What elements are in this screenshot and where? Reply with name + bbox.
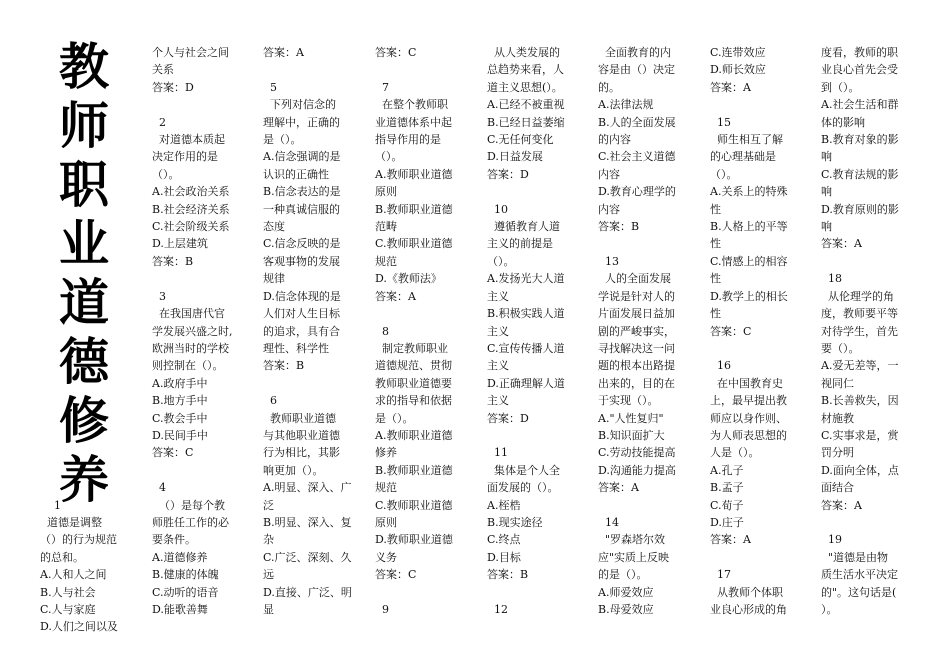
text-line: 答案：C (375, 568, 417, 582)
text-column-2 (152, 44, 256, 618)
text-line: 对道德本质起 (152, 133, 225, 147)
text-line: 一种真诚信服的 (263, 202, 340, 216)
text-line (40, 183, 132, 200)
text-line (40, 96, 132, 113)
title-char: 修 (59, 392, 109, 450)
text-line: D.直接、广泛、明 (263, 585, 352, 599)
text-line (40, 305, 132, 322)
text-line: 11 (487, 446, 508, 460)
text-line: 罚分明 (821, 446, 854, 460)
text-line (152, 462, 256, 479)
text-line: 15 (710, 115, 731, 129)
text-line: A.法律法规 (598, 98, 654, 112)
text-line: 道德规范、贯彻 (375, 359, 452, 373)
text-line: 答案：A (710, 80, 751, 94)
text-line: B.教育对象的影 (821, 133, 899, 147)
text-line: 6 (263, 394, 277, 408)
text-line: D.教育心理学的 (598, 185, 676, 199)
text-line: 面结合 (821, 481, 854, 495)
text-line: D.信念体现的是 (263, 289, 341, 303)
text-line: 材施教 (821, 411, 854, 425)
text-line: 答案：B (263, 359, 305, 373)
text-line: A.社会政治关系 (152, 185, 230, 199)
text-line: 16 (710, 359, 731, 373)
text-line: 答案：C (710, 324, 752, 338)
text-line: C.实事求是，赏 (821, 428, 899, 442)
text-line (40, 288, 132, 305)
text-line: 人的全面发展 (598, 272, 671, 286)
text-line: A.爱无差等，一 (821, 359, 899, 373)
text-line: 遵循教育人道 (487, 220, 560, 234)
text-line (375, 61, 479, 78)
text-line (710, 96, 814, 113)
text-line: 性 (710, 272, 721, 286)
text-line (40, 357, 132, 374)
text-line: 寻找解决这一问 (598, 341, 675, 355)
text-line: A.发扬光大人道 (487, 272, 565, 286)
text-line (40, 375, 132, 392)
text-line (152, 96, 256, 113)
text-line: B.健康的体魄 (152, 568, 219, 582)
text-line (598, 235, 702, 252)
text-line: 关系 (152, 63, 174, 77)
title-char: 道 (59, 274, 109, 332)
text-line (710, 549, 814, 566)
text-line: （）。 (487, 254, 515, 268)
text-line: 下列对信念的 (263, 98, 336, 112)
text-line: A.政府手中 (152, 376, 208, 390)
text-line: 教师职业道德要 (375, 376, 452, 390)
text-line: 义务 (375, 550, 397, 564)
text-line: 学说是针对人的 (598, 289, 675, 303)
text-line: 度，教师要平等 (821, 307, 898, 321)
text-line: （）是每个教 (152, 498, 225, 512)
text-line: D.教学上的相长 (710, 289, 788, 303)
text-line: C.终点 (487, 533, 521, 547)
text-line: 质生活水平决定 (821, 568, 898, 582)
text-line: 规律 (263, 272, 285, 286)
text-line: 剧的严峻事实， (598, 324, 675, 338)
text-line: 性 (710, 307, 721, 321)
text-line: 人们对人生目标 (263, 307, 340, 321)
text-line: 修养 (375, 446, 397, 460)
text-line (375, 584, 479, 601)
text-line: 答案：A (375, 289, 416, 303)
text-line: B.现实途径 (487, 515, 543, 529)
text-line: A.已经不被重视 (487, 98, 565, 112)
text-line: A.人和人之间 (40, 568, 107, 582)
text-line: C.荀子 (710, 498, 744, 512)
text-line: 的内容 (598, 133, 631, 147)
text-line: 对待学生，首先 (821, 324, 898, 338)
text-line: 主义的前提是 (487, 237, 553, 251)
text-line: B.人与社会 (40, 585, 96, 599)
text-line: 从人类发展的 (487, 46, 560, 59)
text-line: D.民间手中 (152, 428, 208, 442)
text-line: 主义 (487, 359, 509, 373)
text-line: 客观事物的发展 (263, 254, 340, 268)
text-line (263, 61, 367, 78)
text-line: D.教师职业道德 (375, 533, 453, 547)
text-line: D.人们之间以及 (40, 620, 118, 634)
text-line: B.人的全面发展 (598, 115, 676, 129)
text-line: A."人性复归" (598, 411, 664, 425)
text-line: 17 (710, 568, 731, 582)
text-line (40, 79, 132, 96)
text-line: A.明显、深入、广 (263, 481, 352, 495)
text-line: 片面发展日益加 (598, 307, 675, 321)
text-line: C.人与家庭 (40, 603, 96, 616)
text-line: 答案：A (598, 481, 639, 495)
text-line: A.教师职业道德 (375, 167, 453, 181)
text-line: 内容 (598, 202, 620, 216)
text-line (40, 462, 132, 479)
text-line: 答案：A (710, 533, 751, 547)
text-line (40, 201, 132, 218)
text-line: C.社会主义道德 (598, 150, 676, 164)
text-line: 人是（）。 (710, 446, 760, 460)
text-line: 答案：C (375, 46, 417, 59)
text-line: （）。 (152, 167, 180, 181)
text-line: 规范 (375, 254, 397, 268)
text-line: 业道德体系中起 (375, 115, 452, 129)
text-line: 则控制在（）。 (152, 359, 224, 373)
text-line: C.连带效应 (710, 46, 766, 59)
text-line: 响 (821, 185, 832, 199)
text-line: A.关系上的特殊 (710, 185, 788, 199)
text-line: 指导作用的是 (375, 133, 441, 147)
text-line: D.教育原则的影 (821, 202, 899, 216)
text-line: C.教育法规的影 (821, 167, 899, 181)
text-line: 答案：A (821, 237, 862, 251)
text-line: 教师职业道德 (263, 411, 336, 425)
text-line: B.孟子 (710, 481, 744, 495)
text-line: 业良心形成的角 (710, 603, 787, 616)
text-line: 显 (263, 603, 274, 616)
text-line: 答案：D (487, 167, 529, 181)
text-line (487, 427, 591, 444)
text-line: 认识的正确性 (263, 167, 329, 181)
text-line: 在整个教师职 (375, 98, 448, 112)
text-line: A.孔子 (710, 463, 744, 477)
text-line: 个人与社会之间 (152, 46, 229, 59)
text-line: 到（）。 (821, 80, 860, 94)
text-line: 制定教师职业 (375, 341, 448, 355)
text-line: 与其他职业道德 (263, 428, 340, 442)
text-line: 响 (821, 150, 832, 164)
text-line: 答案：A (821, 498, 862, 512)
text-line: 总趋势来看，人 (487, 63, 564, 77)
title-char: 教 (59, 38, 109, 96)
text-line: C.教会手中 (152, 411, 208, 425)
text-line (598, 497, 702, 514)
text-line: 12 (487, 603, 508, 616)
text-line: 1 (40, 498, 61, 512)
text-line: 是（）。 (375, 411, 414, 425)
text-line: B.已经日益萎缩 (487, 115, 565, 129)
text-line (40, 61, 132, 78)
text-line: 师应以身作则、 (710, 411, 787, 425)
text-line: 答案：D (152, 80, 194, 94)
text-line: 主义 (487, 289, 509, 303)
text-line: 性 (710, 202, 721, 216)
text-line: 的是（）。 (598, 568, 648, 582)
text-line (40, 253, 132, 270)
text-line: （）。 (710, 167, 738, 181)
text-line: 5 (263, 80, 277, 94)
text-line: 的追求，具有合 (263, 324, 340, 338)
text-line (40, 131, 132, 148)
text-line: 视同仁 (821, 376, 854, 390)
text-column-3 (263, 44, 367, 618)
text-line: 3 (152, 289, 166, 303)
text-line: 决定作用的是 (152, 150, 218, 164)
text-line: 18 (821, 272, 842, 286)
text-line: B.社会经济关系 (152, 202, 230, 216)
text-line: D.目标 (487, 550, 521, 564)
text-line (152, 270, 256, 287)
text-line: 欧洲当时的学校 (152, 341, 229, 355)
text-line: 是（）。 (263, 133, 302, 147)
text-line: 2 (152, 115, 166, 129)
text-line: A.社会生活和群 (821, 98, 899, 112)
text-line: C.教师职业道德 (375, 498, 453, 512)
text-line: 答案：B (152, 254, 194, 268)
text-line: C.无任何变化 (487, 133, 554, 147)
title-char: 师 (59, 97, 109, 155)
text-column-4 (375, 44, 479, 618)
text-line (821, 253, 925, 270)
text-line (40, 148, 132, 165)
text-line: 在中国教育史 (710, 376, 783, 390)
text-line: 杂 (263, 533, 274, 547)
text-line: D.正确理解人道 (487, 376, 565, 390)
text-line: B.母爱效应 (598, 603, 654, 616)
text-line (40, 235, 132, 252)
text-line (40, 44, 132, 61)
text-line (710, 340, 814, 357)
text-line: 答案：C (152, 446, 194, 460)
text-line: 主义 (487, 394, 509, 408)
title-char: 职 (59, 156, 109, 214)
text-line: 性 (710, 237, 721, 251)
text-line: D.庄子 (710, 515, 744, 529)
text-line: B.积极实践人道 (487, 307, 565, 321)
text-line: A.信念强调的是 (263, 150, 341, 164)
text-line: 的心理基础是 (710, 150, 776, 164)
title-char: 养 (59, 451, 109, 509)
text-line (40, 427, 132, 444)
text-line (40, 323, 132, 340)
text-column-5 (487, 44, 591, 618)
text-line: 原则 (375, 185, 397, 199)
text-line: 19 (821, 533, 842, 547)
text-line: B.教师职业道德 (375, 202, 453, 216)
text-line (487, 584, 591, 601)
text-line: 答案：B (598, 220, 640, 234)
text-line: （）的行为规范 (40, 533, 117, 547)
text-line: 学发展兴盛之时, (152, 324, 233, 338)
text-line (263, 375, 367, 392)
text-column-6 (598, 44, 702, 618)
text-line: 集体是个人全 (487, 463, 560, 477)
text-line: B.地方手中 (152, 394, 208, 408)
text-line: 7 (375, 80, 389, 94)
text-line: 内容 (598, 167, 620, 181)
text-line: 道主义思想(）。 (487, 80, 563, 94)
text-line (40, 218, 132, 235)
text-line: B.人格上的平等 (710, 220, 788, 234)
text-line: B.长善救失，因 (821, 394, 899, 408)
text-line: D.师长效应 (710, 63, 766, 77)
text-line: D.沟通能力提高 (598, 463, 676, 477)
text-line: A.桎梏 (487, 498, 521, 512)
text-line: 原则 (375, 515, 397, 529)
text-line: D.能歌善舞 (152, 603, 208, 616)
text-line: 要条件。 (152, 533, 196, 547)
text-line (40, 444, 132, 461)
text-line: B.明显、深入、复 (263, 515, 352, 529)
text-line: D.面向全体，点 (821, 463, 899, 477)
text-line (40, 340, 132, 357)
text-line: 应"实质上反映 (598, 550, 670, 564)
text-line: 泛 (263, 498, 274, 512)
text-line: 体的影响 (821, 115, 865, 129)
text-line: 师生相互了解 (710, 133, 783, 147)
text-line: 道德是调整 (40, 515, 102, 529)
text-line: 答案：A (263, 46, 304, 59)
text-line: 全面教育的内 (598, 46, 671, 59)
text-line: 业良心首先会受 (821, 63, 898, 77)
text-line: 范畴 (375, 220, 397, 234)
text-line: B.信念表达的是 (263, 185, 341, 199)
text-line: 响 (821, 220, 832, 234)
text-line: 答案：B (487, 568, 529, 582)
text-line: D.日益发展 (487, 150, 543, 164)
text-line: 为人师表思想的 (710, 428, 787, 442)
text-line: D.上层建筑 (152, 237, 208, 251)
text-line: 13 (598, 254, 619, 268)
text-line: 行为相比，其影 (263, 446, 340, 460)
text-line: 面发展的（）。 (487, 481, 559, 495)
text-line: C.情感上的相容 (710, 254, 788, 268)
text-line: 的"。这句话是( (821, 585, 897, 599)
text-line (40, 166, 132, 183)
text-line: 10 (487, 202, 508, 216)
text-line: 答案：D (487, 411, 529, 425)
text-line: A.教师职业道德 (375, 428, 453, 442)
text-line: C.教师职业道德 (375, 237, 453, 251)
text-line: 的总和。 (40, 550, 84, 564)
text-line: C.信念反映的是 (263, 237, 341, 251)
text-line: A.道德修养 (152, 550, 208, 564)
text-line: 于实现（）。 (598, 394, 659, 408)
text-line (40, 479, 132, 496)
text-line: 出来的，目的在 (598, 376, 675, 390)
text-line: A.师爱效应 (598, 585, 654, 599)
text-column-7 (710, 44, 814, 618)
text-line: 从伦理学的角 (821, 289, 894, 303)
text-line: 要（）。 (821, 341, 860, 355)
text-line: C.宣传传播人道 (487, 341, 565, 355)
text-column-8 (821, 44, 925, 618)
text-line: 容是由（）决定 (598, 63, 675, 77)
text-line: 主义 (487, 324, 509, 338)
title-char: 业 (59, 215, 109, 273)
text-line: 8 (375, 324, 389, 338)
text-line (40, 410, 132, 427)
title-char: 德 (59, 333, 109, 391)
text-line (40, 270, 132, 287)
text-line (375, 305, 479, 322)
text-line: 度看，教师的职 (821, 46, 898, 59)
text-line: "罗森塔尔效 (598, 533, 666, 547)
text-line (487, 183, 591, 200)
text-line: 在我国唐代官 (152, 307, 225, 321)
text-line (821, 514, 925, 531)
text-line: 14 (598, 515, 619, 529)
text-line: 从教师个体职 (710, 585, 783, 599)
text-line: 上，最早提出教 (710, 394, 787, 408)
text-line (40, 114, 132, 131)
text-line: D.《教师法》 (375, 272, 442, 286)
text-line: B.教师职业道德 (375, 463, 453, 477)
text-line: C.劳动技能提高 (598, 446, 676, 460)
text-line: 的。 (598, 80, 620, 94)
text-line: 9 (375, 603, 389, 616)
text-line: "道德是由物 (821, 550, 889, 564)
text-line: ）。 (821, 603, 838, 616)
text-line: 规范 (375, 481, 397, 495)
text-line: 求的指导和依据 (375, 394, 452, 408)
text-line (40, 392, 132, 409)
text-line: B.知识面扩大 (598, 428, 665, 442)
text-line: 题的根本出路提 (598, 359, 675, 373)
text-line: C.动听的语音 (152, 585, 219, 599)
text-line: 4 (152, 481, 166, 495)
text-line: 理性、科学性 (263, 341, 329, 355)
text-line: 远 (263, 568, 274, 582)
text-line: C.社会阶级关系 (152, 220, 230, 234)
text-line: 响更加（）。 (263, 463, 324, 477)
text-column-1 (40, 44, 132, 636)
text-line: （）。 (375, 150, 403, 164)
text-line: 态度 (263, 220, 285, 234)
text-line: C.广泛、深刻、久 (263, 550, 352, 564)
text-line: 理解中，正确的 (263, 115, 340, 129)
text-line: 师胜任工作的必 (152, 515, 229, 529)
